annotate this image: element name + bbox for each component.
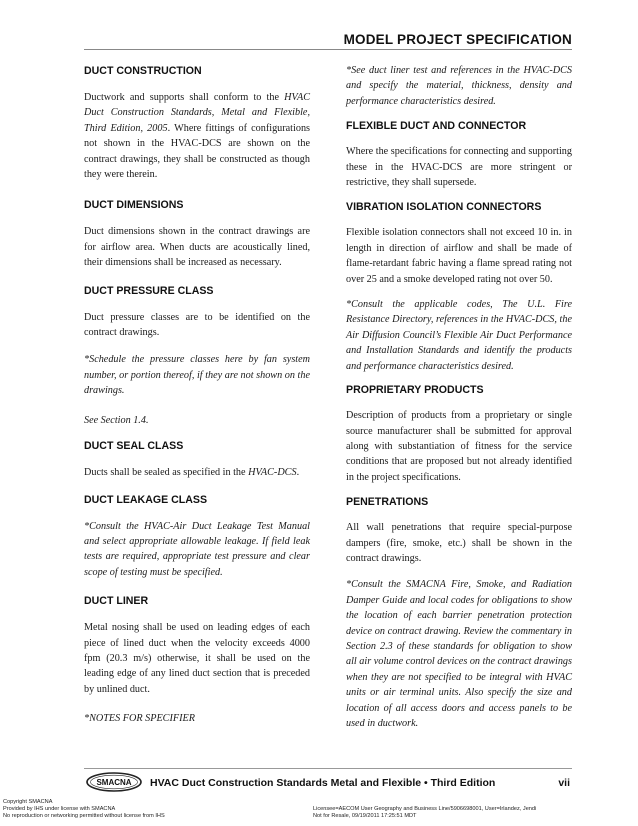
heading-penetrations: PENETRATIONS — [346, 496, 429, 509]
note-duct-leakage: *Consult the HVAC-Air Duct Leakage Test Manual and select appropriate allowable leakage. If field leak tests are required, appropriate test pressure and clear scope of testing must be specified. — [84, 520, 310, 578]
heading-proprietary-products: PROPRIETARY PRODUCTS — [346, 384, 484, 397]
heading-duct-leakage-class: DUCT LEAKAGE CLASS — [84, 493, 208, 506]
text-segment: Ducts shall be sealed as specified in the — [84, 467, 249, 479]
paragraph-vibration-isolation: Flexible isolation connectors shall not exceed 10 in. in length in direction of airflow and shall be made of flame-retardant fabric having a flame spread rating not over 25 and a smoke developed rating not over 50. — [346, 227, 572, 285]
legal-notice-right — [313, 806, 536, 820]
standard-reference: HVAC Duct Construction Standards, Metal and Flexible, Third Edition, 2005 — [84, 92, 310, 134]
reproduction-line: No reproduction or networking permitted without license from IHS — [3, 813, 165, 819]
note-duct-liner: *See duct liner test and references in the HVAC-DCS and specify the material, thickness, density and performance characteristics desired. — [346, 65, 572, 107]
heading-duct-construction: DUCT CONSTRUCTION — [84, 65, 202, 77]
legal-notice-left — [3, 799, 165, 820]
paragraph-flexible-duct: Where the specifications for connecting and supporting these in the HVAC-DCS are more stringent or restrictive, they shall supersede. — [346, 146, 572, 189]
page-number: vii — [558, 777, 570, 789]
license-line: Provided by IHS under license with SMACNA — [3, 806, 116, 812]
left-column — [84, 58, 310, 727]
paragraph-duct-construction — [84, 90, 310, 182]
note-vibration-isolation: *Consult the applicable codes, The U.L. Fire Resistance Directory, references in the HVAC-DCS, the Air Diffusion Council’s Flexible Air Duct Performance and Installation Standards and identify the products and performance characteristics desired. — [346, 299, 572, 372]
section-reference: See Section 1.4. — [84, 414, 149, 426]
paragraph-proprietary-products: Description of products from a proprietary or single source manufacturer shall be submitted for approval along with substantiation of fitness for the service conditions that are proposed but not already identified in the project specifications. — [346, 410, 572, 483]
licensee-line: Licensee=AECOM User Geography and Business Line/5906698001, User=Irlandez, Jendi — [313, 806, 537, 812]
heading-duct-dimensions: DUCT DIMENSIONS — [84, 199, 184, 212]
paragraph-penetrations: All wall penetrations that require special-purpose dampers (fire, smoke, etc.) shall be shown in the contract drawings. — [346, 522, 572, 564]
smacna-logo — [86, 772, 142, 792]
right-column — [346, 58, 572, 731]
footer-title: HVAC Duct Construction Standards Metal and Flexible • Third Edition — [150, 777, 496, 789]
note-duct-pressure: *Schedule the pressure classes here by fan system number, or portion thereof, if they are not shown on the drawings. — [84, 354, 310, 397]
resale-line: Not for Resale, 09/19/2011 17:25:51 MDT — [313, 813, 417, 819]
text-segment: . — [296, 467, 300, 479]
copyright-line: Copyright SMACNA — [3, 799, 53, 805]
page-header-title: MODEL PROJECT SPECIFICATION — [343, 32, 572, 47]
paragraph-duct-dimensions: Duct dimensions shown in the contract drawings are for airflow area. When ducts are acoustically lined, their dimensions shall be increased as necessary. — [84, 226, 310, 269]
standard-reference: HVAC-DCS — [248, 467, 297, 479]
paragraph-duct-pressure: Duct pressure classes are to be identified on the contract drawings. — [84, 311, 310, 339]
heading-duct-liner: DUCT LINER — [84, 595, 149, 608]
heading-flexible-duct: FLEXIBLE DUCT AND CONNECTOR — [346, 120, 527, 133]
notes-for-specifier: *NOTES FOR SPECIFIER — [84, 713, 195, 725]
paragraph-duct-liner: Metal nosing shall be used on leading edges of each piece of lined duct when the velocity exceeds 4000 fpm (20.3 m/s) otherwise, it shall be used on the leading edge of any lined duct section that is preceded by unlined duct. — [84, 622, 310, 695]
note-penetrations: *Consult the SMACNA Fire, Smoke, and Radiation Damper Guide and local codes for obligations to show the location of each barrier penetration protection device on contract drawing. Review the commentary in Section 2.3 of these standards for obligation to show all air volume control devices on the contract drawings when they are not specified to be integral with HVAC units or air terminal units. Also specify the size and location of all access doors and access panels to be used in ductwork. — [346, 579, 572, 729]
logo-wordmark: SMACNA — [96, 778, 132, 787]
text-segment: Ductwork and supports shall conform to the — [84, 92, 285, 103]
header-divider — [84, 49, 572, 50]
heading-vibration-isolation: VIBRATION ISOLATION CONNECTORS — [346, 201, 542, 214]
text-segment: . Where fittings of configurations not shown in the HVAC-DCS are shown on the contract drawings, they shall be constructed as though they were therein. — [84, 122, 310, 181]
heading-duct-pressure-class: DUCT PRESSURE CLASS — [84, 284, 214, 297]
paragraph-duct-seal — [84, 465, 310, 480]
footer-divider — [84, 768, 572, 769]
heading-duct-seal-class: DUCT SEAL CLASS — [84, 440, 184, 453]
